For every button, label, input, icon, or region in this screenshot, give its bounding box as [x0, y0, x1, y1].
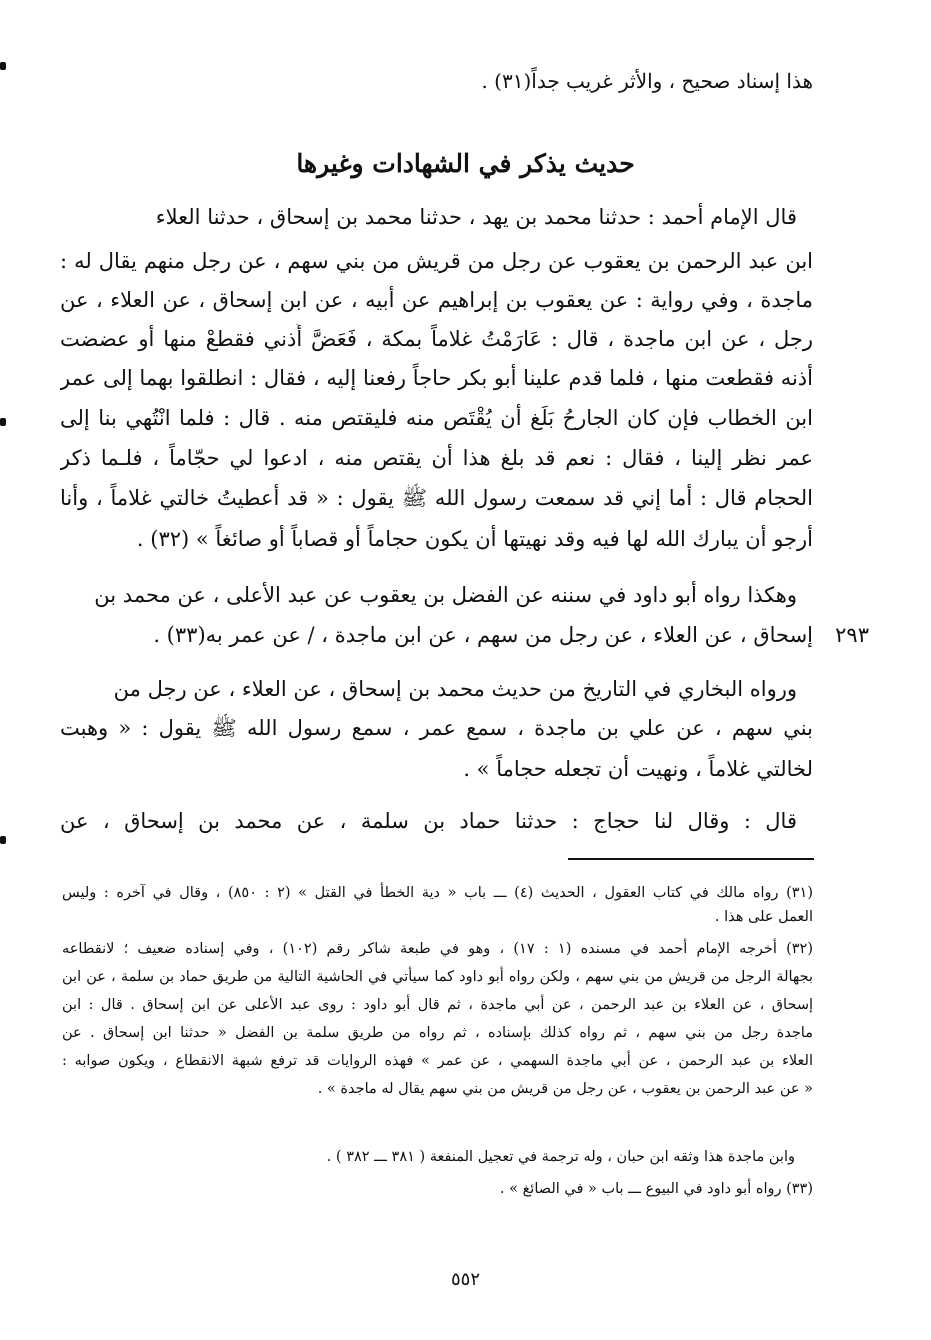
footnote-line: (٣٢) أخرجه الإمام أحمد في مسنده (١ : ١٧) ، وهو في طبعة شاكر رقم (١٠٢) ، وفي إسناده ضعيف ؛ لانقطاعه — [62, 941, 813, 957]
paragraph-line: بني سهم ، عن علي بن ماجدة ، سمع عمر ، سمع رسول الله ﷺ يقول : « وهبت — [60, 716, 813, 740]
scan-edge-mark — [0, 418, 6, 426]
paragraph-line: رجل ، عن ابن ماجدة ، قال : عَارَمْتُ غلاماً بمكة ، فَعَضَّ أُذني فقطعْ منها أو عضضت — [60, 327, 813, 351]
paragraph-line: عمر نظر إلينا ، فقال : نعم قد بلغ هذا أن يقتص منه ، ادعوا لي حجّاماً ، فلـما ذكر — [60, 446, 813, 470]
paragraph-line: إسحاق ، عن العلاء ، عن رجل من سهم ، عن ابن ماجدة ، / عن عمر به(٣٣) . — [153, 623, 813, 647]
footnote-divider — [568, 858, 814, 860]
paragraph-line: لخالتي غلاماً ، ونهيت أن تجعله حجاماً » . — [463, 757, 813, 781]
paragraph-line: ورواه البخاري في التاريخ من حديث محمد بن إسحاق ، عن العلاء ، عن رجل من — [113, 677, 797, 701]
page-number: ٥٥٢ — [450, 1269, 480, 1290]
closing-line: هذا إسناد صحيح ، والأثر غريب جداً(٣١) . — [481, 69, 813, 93]
paragraph-line: ابن الخطاب فإن كان الجارحُ بَلَغ أن يُقْتَص منه فليقتص منه . قال : فلما انْتُهي بنا إلى — [60, 406, 813, 430]
scan-edge-mark — [0, 836, 6, 844]
footnote-line: « عن عبد الرحمن بن يعقوب ، عن رجل من قريش من بني سهم يقال له ماجدة » . — [317, 1081, 813, 1097]
footnote-line: بجهالة الرجل من قريش من بني سهم ، ولكن رواه أبو داود كما سيأتي في الحاشية التالية من طريق حماد بن سلمة ، عن ابن — [62, 969, 813, 985]
paragraph-line: الحجام قال : أما إني قد سمعت رسول الله ﷺ يقول : « قد أعطيتُ خالتي غلاماً ، وأنا — [60, 486, 813, 510]
paragraph-line: وهكذا رواه أبو داود في سننه عن الفضل بن يعقوب عن عبد الأعلى ، عن محمد بن — [94, 583, 797, 607]
margin-page-number: ٢٩٣ — [835, 623, 869, 647]
paragraph-line: قال الإمام أحمد : حدثنا محمد بن يهد ، حدثنا محمد بن إسحاق ، حدثنا العلاء — [155, 205, 797, 229]
footnote-line: العلاء بن عبد الرحمن ، عن أبي ماجدة السهمي ، عن عمر » فهذه الروايات قد ترفع شبهة الانقطاع ، ويكون صوابه : — [62, 1053, 813, 1069]
footnote-line: وابن ماجدة هذا وثقه ابن حبان ، وله ترجمة في تعجيل المنفعة ( ٣٨١ ـــ ٣٨٢ ) . — [326, 1149, 795, 1165]
footnote-line: إسحاق ، عن العلاء بن عبد الرحمن ، عن أبي ماجدة ، ثم قال أبو داود : روى عبد الأعلى عن ابن إسحاق . قال : ابن — [62, 997, 813, 1013]
scan-edge-mark — [0, 62, 6, 70]
section-title: حديث يذكر في الشهادات وغيرها — [296, 149, 635, 178]
footnote-line: (٣١) رواه مالك في كتاب العقول ، الحديث (٤) ـــ باب « دية الخطأ في القتل » (٢ : ٨٥٠) ، وقال في آخره : وليس — [62, 885, 813, 901]
paragraph-line: أرجو أن يبارك الله لها فيه وقد نهيتها أن يكون حجاماً أو قصاباً أو صائغاً » (٣٢) . — [136, 527, 813, 551]
paragraph-line: ماجدة ، وفي رواية : عن يعقوب بن إبراهيم عن أبيه ، عن ابن إسحاق ، عن العلاء ، عن — [60, 288, 813, 312]
footnote-line: (٣٣) رواه أبو داود في البيوع ـــ باب « في الصائغ » . — [499, 1181, 813, 1197]
paragraph-line: ابن عبد الرحمن بن يعقوب عن رجل من قريش من بني سهم ، عن رجل منهم يقال له : — [60, 249, 813, 273]
paragraph-line: أذنه فقطعت منها ، فلما قدم علينا أبو بكر حاجاً رفعنا إليه ، فقال : انطلقوا بهما إلى عمر — [60, 366, 813, 390]
footnote-line: ماجدة رجل من بني سهم ، ثم رواه كذلك بإسناده ، ثم رواه من طريق سلمة بن الفضل « حدثنا ابن إسحاق . عن — [62, 1025, 813, 1041]
footnote-line: العمل على هذا . — [714, 909, 813, 925]
paragraph-line: قال : وقال لنا حجاج : حدثنا حماد بن سلمة ، عن محمد بن إسحاق ، عن — [60, 809, 797, 833]
